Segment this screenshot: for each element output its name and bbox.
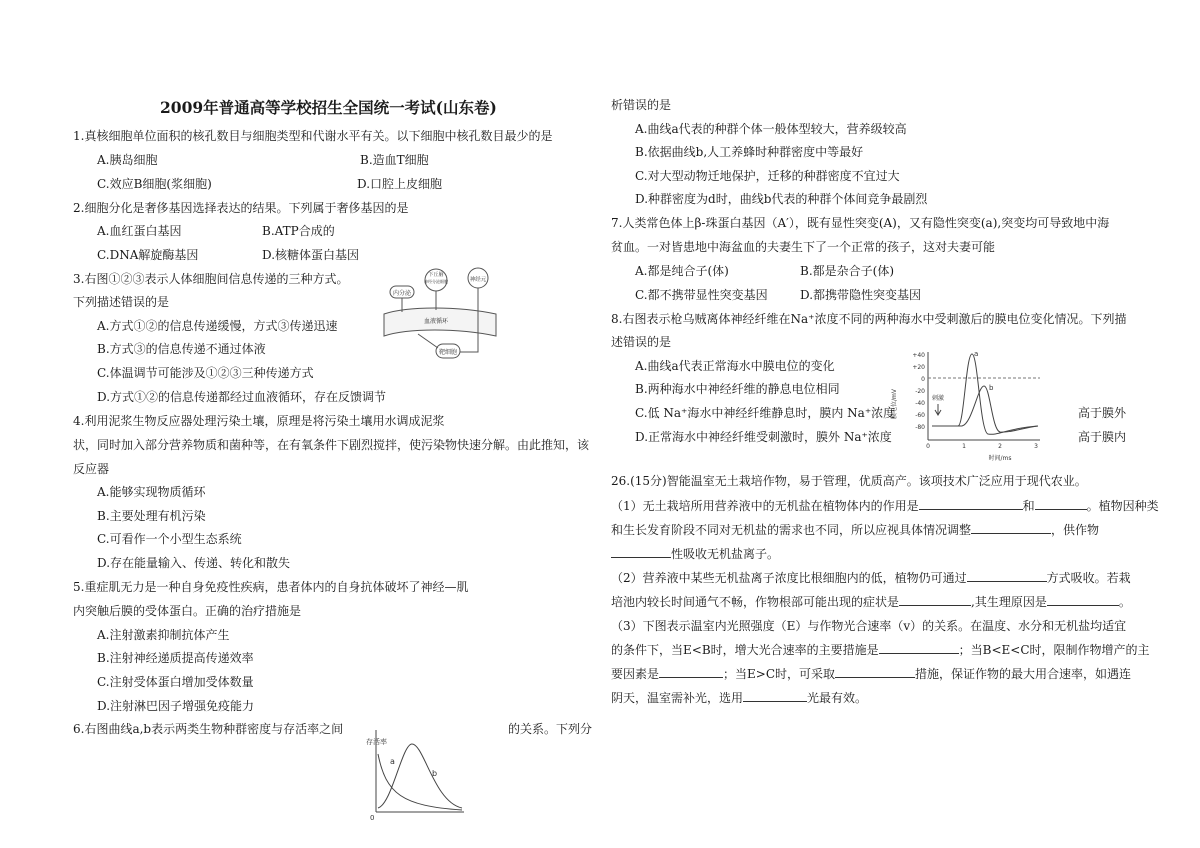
part-1-line-2: 和生长发育阶段不同对无机盐的需求也不同，所以应视具体情况调整 ，供作物 [611, 523, 1100, 537]
option-b: B.两种海水中神经纤维的静息电位相同 [635, 382, 840, 396]
curve-a-label: a [390, 757, 395, 766]
answer-blank[interactable] [743, 701, 807, 702]
option-c: C.体温调节可能涉及①②③三种传递方式 [97, 366, 314, 380]
question-stem: 下列描述错误的是 [73, 295, 170, 309]
part-1-line-3: 性吸收无机盐离子。 [611, 545, 779, 562]
cell-signaling-figure [378, 266, 500, 366]
option-a: A.注射激素抑制抗体产生 [97, 628, 230, 642]
option-a: A.能够实现物质循环 [97, 485, 206, 499]
option-a: A.胰岛细胞 [97, 153, 158, 167]
answer-blank[interactable] [835, 677, 915, 678]
stimulus-label: 刺激 [932, 395, 945, 402]
answer-blank[interactable] [919, 509, 1023, 510]
option-c: C.低 Na⁺海水中神经纤维静息时，膜内 Na⁺浓度 [635, 406, 896, 420]
option-c: C.都不携带显性突变基因 [635, 288, 768, 302]
x-tick: 3 [1034, 443, 1038, 450]
question-stem: 3.右图①②③表示人体细胞间信息传递的三种方式。 [73, 272, 349, 286]
option-c: C.DNA解旋酶基因 [97, 248, 199, 262]
label-neurosecretory: 神经分泌细胞 [424, 279, 448, 284]
question-stem: 内突触后膜的受体蛋白。正确的治疗措施是 [73, 604, 302, 618]
question-stem: 5.重症肌无力是一种自身免疫性疾病，患者体内的自身抗体破坏了神经—肌 [73, 580, 469, 594]
y-tick: -20 [915, 388, 925, 395]
option-d: D.都携带隐性突变基因 [800, 288, 922, 302]
y-tick: -40 [915, 400, 925, 407]
question-stem: 6.右图曲线a,b表示两类生物种群密度与存活率之间 [73, 722, 344, 736]
question-stem: 贫血。一对皆患地中海盆血的夫妻生下了一个正常的孩子，这对夫妻可能 [611, 240, 996, 254]
part-3-line-3: 要因素是 ；当E>C时，可采取 措施，保证作物的最大用合速率，如遇连 [611, 667, 1132, 681]
option-c: C.对大型动物迁地保护，迁移的种群密度不宜过大 [635, 169, 900, 183]
y-tick: +40 [912, 352, 925, 359]
part-3-line-4: 阴天，温室需补光，选用 光最有效。 [611, 691, 868, 705]
option-b: B.注射神经递质提高传递效率 [97, 651, 254, 665]
answer-blank[interactable] [1035, 509, 1087, 510]
option-a: A.曲线a代表的种群个体一般体型较大，营养级较高 [635, 122, 907, 136]
y-axis-label: 存活率 [366, 738, 387, 746]
label-endocrine: 内分泌 [392, 290, 412, 297]
option-b: B.主要处理有机污染 [97, 509, 206, 523]
membrane-potential-figure [888, 344, 1048, 464]
part-2-line-2: 培池内较长时间通气不畅，作物根部可能出现的症状是 ,其生理原因是 。 [611, 595, 1131, 609]
label-neuron: 神经元 [469, 277, 487, 283]
part-1-line-1: （1）无土栽培所用营养液中的无机盐在植物体内的作用是 和 。植物因种类 [611, 499, 1159, 513]
question-stem: 7.人类常色体上β-珠蛋白基因（A′），既有显性突变(A)，又有隐性突变(a),突变均可导致地中海 [611, 216, 1110, 230]
question-stem: 26.(15分)智能温室无土栽培作物，易于管理，优质高产。该项技术广泛应用于现代农业。 [611, 474, 1087, 488]
part-3-line-1: （3）下图表示温室内光照强度（E）与作物光合速率（v）的关系。在温度、水分和无机盐均适宜 [611, 619, 1127, 633]
option-c-end: 高于膜外 [1078, 406, 1127, 420]
y-tick: 0 [921, 376, 925, 383]
option-c: C.效应B细胞(浆细胞) [97, 177, 212, 191]
page-title: 2009年普通高等学校招生全国统一考试(山东卷) [160, 98, 497, 117]
y-tick: -80 [915, 424, 925, 431]
question-stem: 2.细胞分化是奢侈基因选择表达的结果。下列属于奢侈基因的是 [73, 201, 409, 215]
x-tick: 2 [998, 443, 1002, 450]
question-stem: 的关系。下列分 [508, 722, 593, 736]
option-a: A.曲线a代表正常海水中膜电位的变化 [635, 359, 835, 373]
option-a: A.方式①②的信息传递缓慢，方式③传递迅速 [97, 319, 338, 333]
question-stem: 4.利用泥浆生物反应器处理污染土壤，原理是将污染土壤用水调成泥浆 [73, 414, 445, 428]
question-stem: 述错误的是 [611, 335, 672, 349]
y-axis-label: 膜电位/mV [891, 389, 898, 419]
answer-blank[interactable] [611, 557, 671, 558]
option-d: D.种群密度为d时，曲线b代表的种群个体间竞争最剧烈 [635, 192, 928, 206]
question-stem: 8.右图表示枪乌贼离体神经纤维在Na⁺浓度不同的两种海水中受刺激后的膜电位变化情况。下列描 [611, 312, 1127, 326]
option-a: A.都是纯合子(体) [635, 264, 729, 278]
option-b: B.ATP合成的 [262, 224, 335, 238]
question-stem: 1.真核细胞单位面积的核孔数目与细胞类型和代谢水平有关。以下细胞中核孔数目最少的是 [73, 129, 553, 143]
curve-b-label: b [989, 384, 994, 392]
option-d: D.正常海水中神经纤维受刺激时，膜外 Na⁺浓度 [635, 430, 892, 444]
answer-blank[interactable] [971, 533, 1051, 534]
option-b: B.都是杂合子(体) [800, 264, 894, 278]
question-stem: 状，同时加入部分营养物质和菌种等，在有氧条件下剧烈搅拌，使污染物快速分解。由此推知，该 [73, 438, 590, 452]
curve-a-label: a [974, 350, 979, 358]
origin-label: 0 [370, 814, 375, 822]
part-3-line-2: 的条件下，当E<B时，增大光合速率的主要措施是 ；当B<E<C时，限制作物增产的主 [611, 643, 1150, 657]
option-d: D.注射淋巴因子增强免疫能力 [97, 699, 255, 713]
part-2-line-1: （2）营养液中某些无机盐离子浓度比根细胞内的低，植物仍可通过 方式吸收。若栽 [611, 571, 1131, 585]
label-target-cell: 靶细胞 [438, 349, 458, 356]
y-tick: +20 [912, 364, 925, 371]
option-d-end: 高于膜内 [1078, 430, 1127, 444]
curve-b-label: b [432, 769, 438, 778]
answer-blank[interactable] [879, 653, 959, 654]
label-circulation: 血液循环 [424, 318, 449, 325]
answer-blank[interactable] [967, 581, 1047, 582]
question-stem: 析错误的是 [611, 98, 672, 112]
x-axis-label: 时间/ms [988, 455, 1012, 462]
option-d: D.存在能量输入、传递、转化和散失 [97, 556, 291, 570]
y-tick: -60 [915, 412, 925, 419]
x-tick: 0 [926, 443, 930, 450]
x-tick: 1 [962, 443, 966, 450]
option-c: C.可看作一个小型生态系统 [97, 532, 242, 546]
label-hypothalamus: 下丘脑 [428, 272, 444, 278]
answer-blank[interactable] [659, 677, 723, 678]
answer-blank[interactable] [899, 605, 971, 606]
option-d: D.方式①②的信息传递都经过血液循环，存在反馈调节 [97, 390, 387, 404]
option-a: A.血红蛋白基因 [97, 224, 182, 238]
option-b: B.方式③的信息传递不通过体液 [97, 342, 266, 356]
option-d: D.口腔上皮细胞 [357, 177, 443, 191]
option-d: D.核糖体蛋白基因 [262, 248, 360, 262]
option-c: C.注射受体蛋白增加受体数量 [97, 675, 254, 689]
answer-blank[interactable] [1047, 605, 1119, 606]
option-b: B.依据曲线b,人工养蜂时种群密度中等最好 [635, 145, 864, 159]
density-survival-figure [362, 724, 466, 822]
question-stem: 反应器 [73, 462, 110, 476]
option-b: B.造血T细胞 [360, 153, 429, 167]
